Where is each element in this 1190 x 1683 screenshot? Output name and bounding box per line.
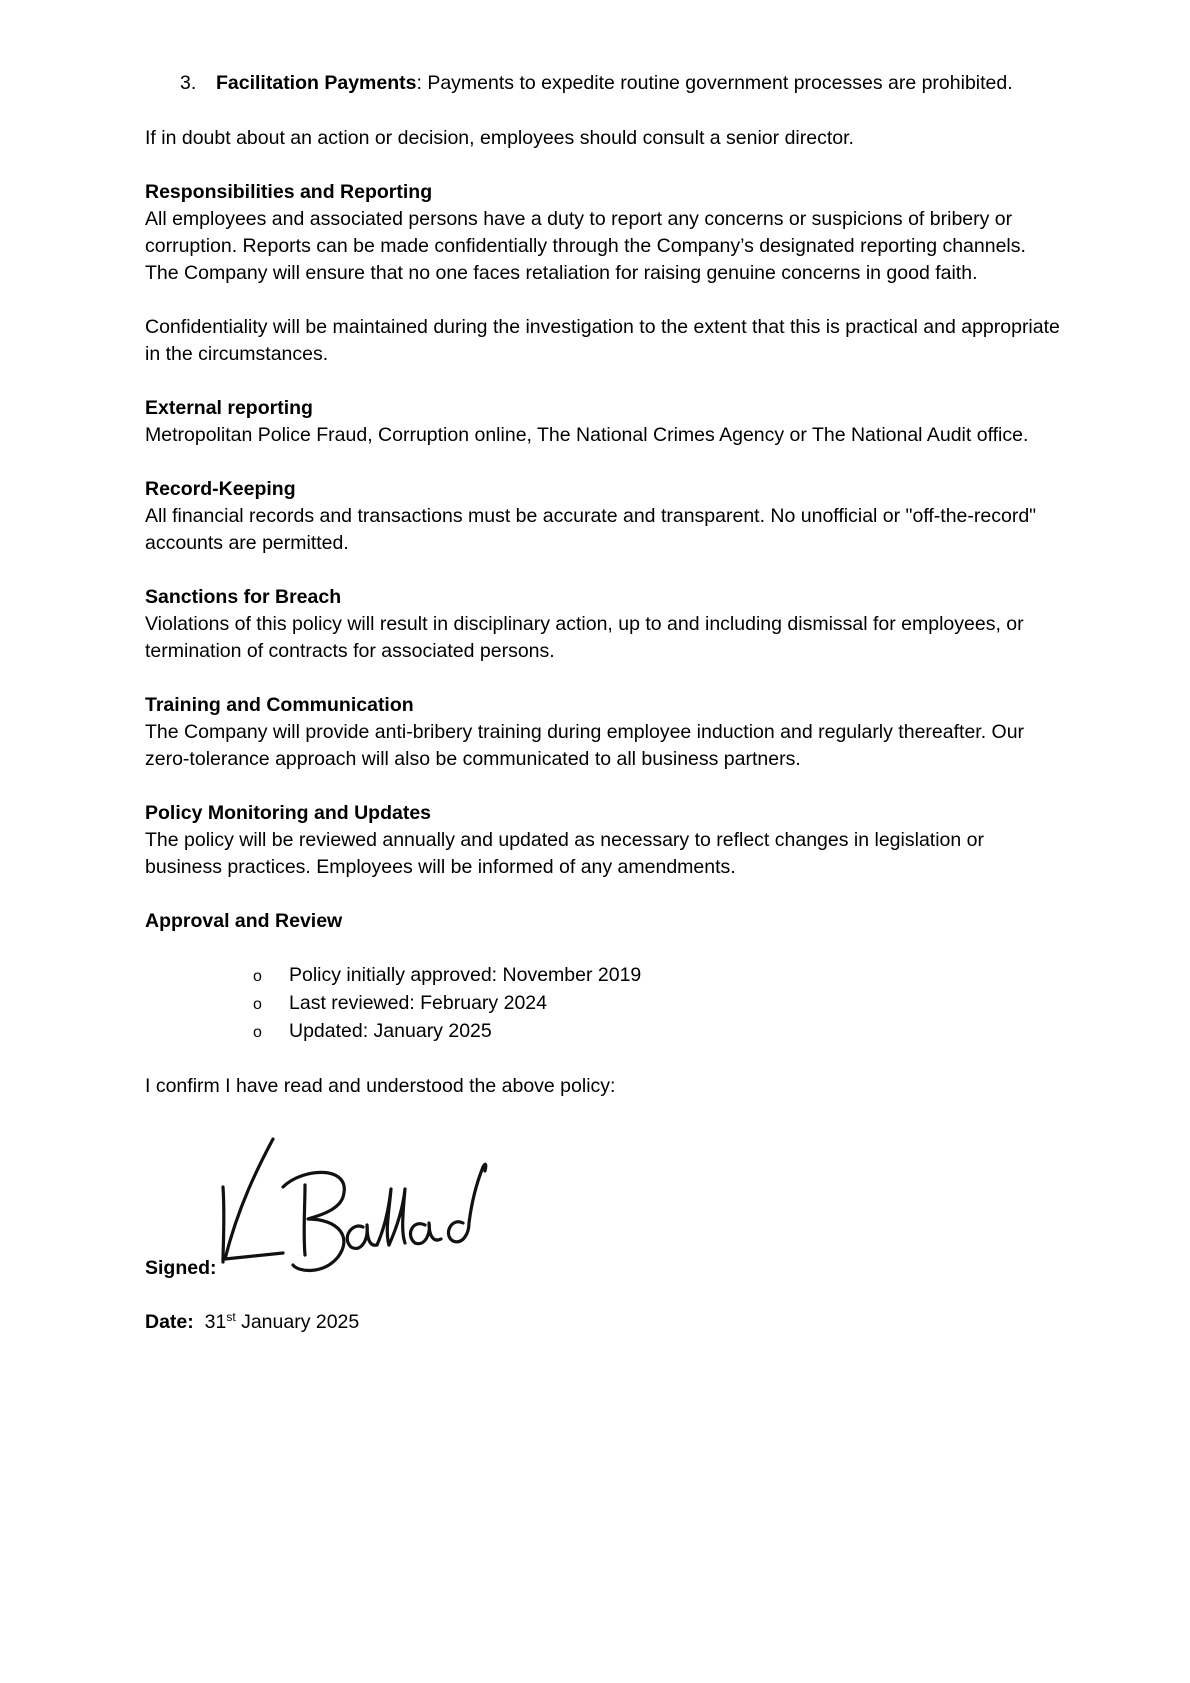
numbered-list-item: [180, 70, 1060, 97]
list-item-text: Last reviewed: February 2024: [289, 992, 547, 1014]
confirmation-text: I confirm I have read and understood the above policy:: [145, 1075, 616, 1097]
date-month-year: January 2025: [241, 1311, 360, 1333]
section-heading: External reporting: [145, 397, 313, 419]
section-heading: Responsibilities and Reporting: [145, 181, 433, 203]
list-item-term: Facilitation Payments: [216, 72, 417, 94]
section-heading: Policy Monitoring and Updates: [145, 802, 432, 824]
approval-list: [145, 962, 1060, 1046]
section-body: All financial records and transactions must be accurate and transparent. No unofficial or "off-the-record" accounts are permitted.: [145, 505, 1037, 554]
section-external-reporting: [145, 395, 1060, 449]
list-item: [253, 990, 1060, 1018]
section-heading: Record-Keeping: [145, 478, 296, 500]
section-body: Violations of this policy will result in disciplinary action, up to and including dismissal for employees, or termination of contracts for associated persons.: [145, 613, 1024, 662]
section-approval: [145, 908, 1060, 1046]
section-heading: Sanctions for Breach: [145, 586, 342, 608]
section-record-keeping: [145, 476, 1060, 557]
date-ordinal-suffix: st: [226, 1310, 236, 1324]
handwritten-signature: [213, 1127, 513, 1287]
list-item-description: : Payments to expedite routine government processes are prohibited.: [416, 72, 1013, 94]
section-monitoring: [145, 800, 1060, 881]
list-item: [253, 1018, 1060, 1046]
policy-content: [145, 70, 1060, 1336]
doubt-paragraph: If in doubt about an action or decision, employees should consult a senior director.: [145, 127, 854, 149]
section-body: Metropolitan Police Fraud, Corruption online, The National Crimes Agency or The National Audit office.: [145, 424, 1029, 446]
bullet-icon: o: [253, 968, 262, 985]
bullet-icon: o: [253, 996, 262, 1013]
list-item-text: Updated: January 2025: [289, 1020, 492, 1042]
list-item: [253, 962, 1060, 990]
section-heading: Training and Communication: [145, 694, 414, 716]
list-item-number: 3.: [180, 72, 197, 94]
section-body: All employees and associated persons have a duty to report any concerns or suspicions of bribery or corruption. Reports can be made confidentially through the Company’s designated reporting channels. The Company will ensure that no one faces retaliation for raising genuine concerns in good faith.: [145, 208, 1026, 284]
bullet-icon: o: [253, 1024, 262, 1041]
date-value: [205, 1311, 360, 1333]
section-body: The policy will be reviewed annually and updated as necessary to reflect changes in legislation or business practices. Employees will be informed of any amendments.: [145, 829, 984, 878]
date-row: [145, 1309, 1060, 1336]
signature-block: [145, 1127, 1060, 1307]
list-item-text: Policy initially approved: November 2019: [289, 964, 642, 986]
section-sanctions: [145, 584, 1060, 665]
section-body: The Company will provide anti-bribery training during employee induction and regularly thereafter. Our zero-tolerance approach will also be communicated to all business partners.: [145, 721, 1025, 770]
section-responsibilities: [145, 179, 1060, 287]
confidentiality-paragraph: Confidentiality will be maintained during the investigation to the extent that this is practical and appropriate in the circumstances.: [145, 316, 1060, 365]
list-item-text: [216, 70, 1013, 97]
section-training: [145, 692, 1060, 773]
date-day: 31: [204, 1311, 227, 1333]
signed-label: Signed:: [145, 1257, 217, 1279]
date-label: Date:: [145, 1311, 194, 1333]
section-heading: Approval and Review: [145, 910, 343, 932]
